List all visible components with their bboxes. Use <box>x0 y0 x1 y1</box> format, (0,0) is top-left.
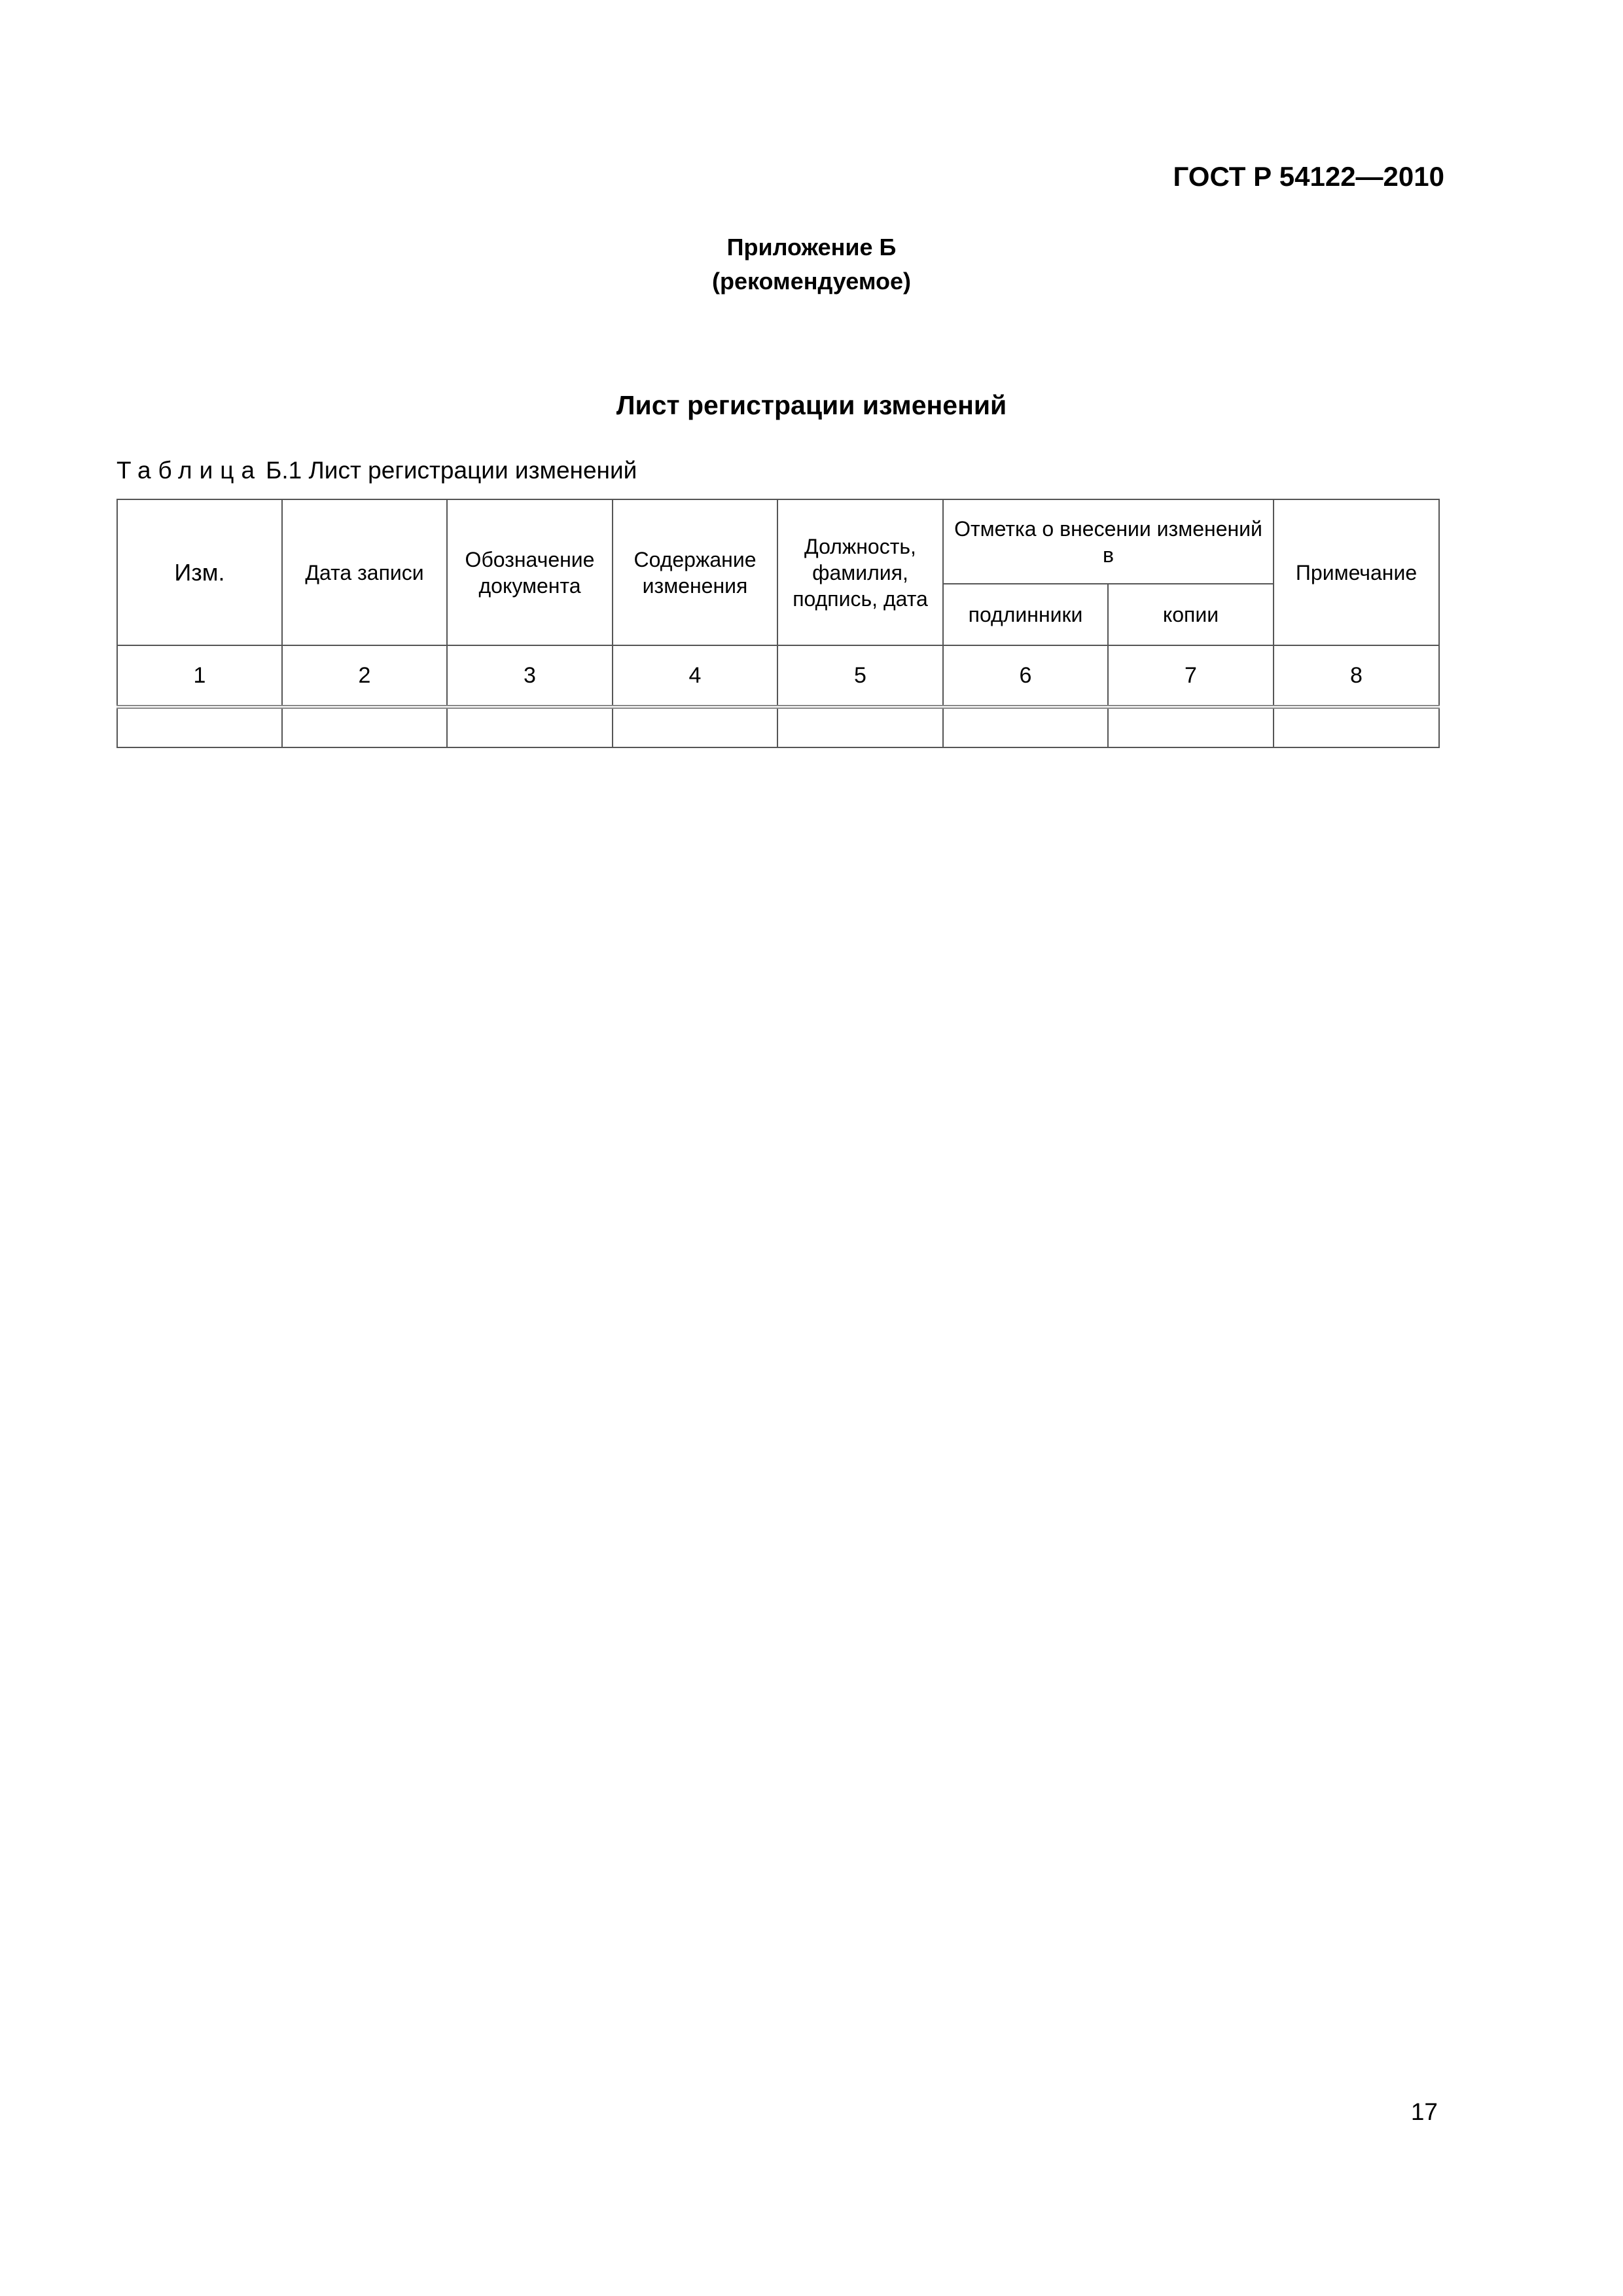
header-designation: Обозначение документа <box>447 499 613 645</box>
document-code: ГОСТ Р 54122—2010 <box>1173 161 1444 192</box>
appendix-status: (рекомендуемое) <box>712 268 911 295</box>
column-number: 3 <box>447 645 613 707</box>
empty-cell <box>943 707 1108 747</box>
column-number: 6 <box>943 645 1108 707</box>
appendix-title: Приложение Б <box>726 234 897 260</box>
table-caption-text: Б.1 Лист регистрации изменений <box>266 457 637 484</box>
column-number: 4 <box>613 645 777 707</box>
empty-cell <box>282 707 447 747</box>
sheet-title: Лист регистрации изменений <box>616 390 1007 420</box>
change-registration-table <box>116 499 1440 748</box>
empty-cell <box>117 707 282 747</box>
appendix-heading <box>0 230 1623 298</box>
column-number: 5 <box>777 645 943 707</box>
column-number: 2 <box>282 645 447 707</box>
column-number: 1 <box>117 645 282 707</box>
header-note: Примечание <box>1274 499 1439 645</box>
empty-entry-row <box>117 707 1439 747</box>
header-originals: подлинники <box>943 584 1108 645</box>
header-copies: копии <box>1108 584 1274 645</box>
header-content: Содержание изменения <box>613 499 777 645</box>
empty-cell <box>777 707 943 747</box>
empty-cell <box>1274 707 1439 747</box>
page-number: 17 <box>1410 2098 1438 2125</box>
header-date: Дата записи <box>282 499 447 645</box>
header-izm: Изм. <box>117 499 282 645</box>
header-position: Должность, фамилия, подпись, дата <box>777 499 943 645</box>
column-number-row <box>117 645 1439 707</box>
column-number: 8 <box>1274 645 1439 707</box>
header-mark-group: Отметка о внесении изменений в <box>943 499 1274 584</box>
column-number: 7 <box>1108 645 1274 707</box>
empty-cell <box>1108 707 1274 747</box>
empty-cell <box>447 707 613 747</box>
table-header-row <box>117 499 1439 584</box>
table-caption <box>116 457 637 484</box>
table-caption-prefix: Таблица <box>116 457 262 484</box>
empty-cell <box>613 707 777 747</box>
